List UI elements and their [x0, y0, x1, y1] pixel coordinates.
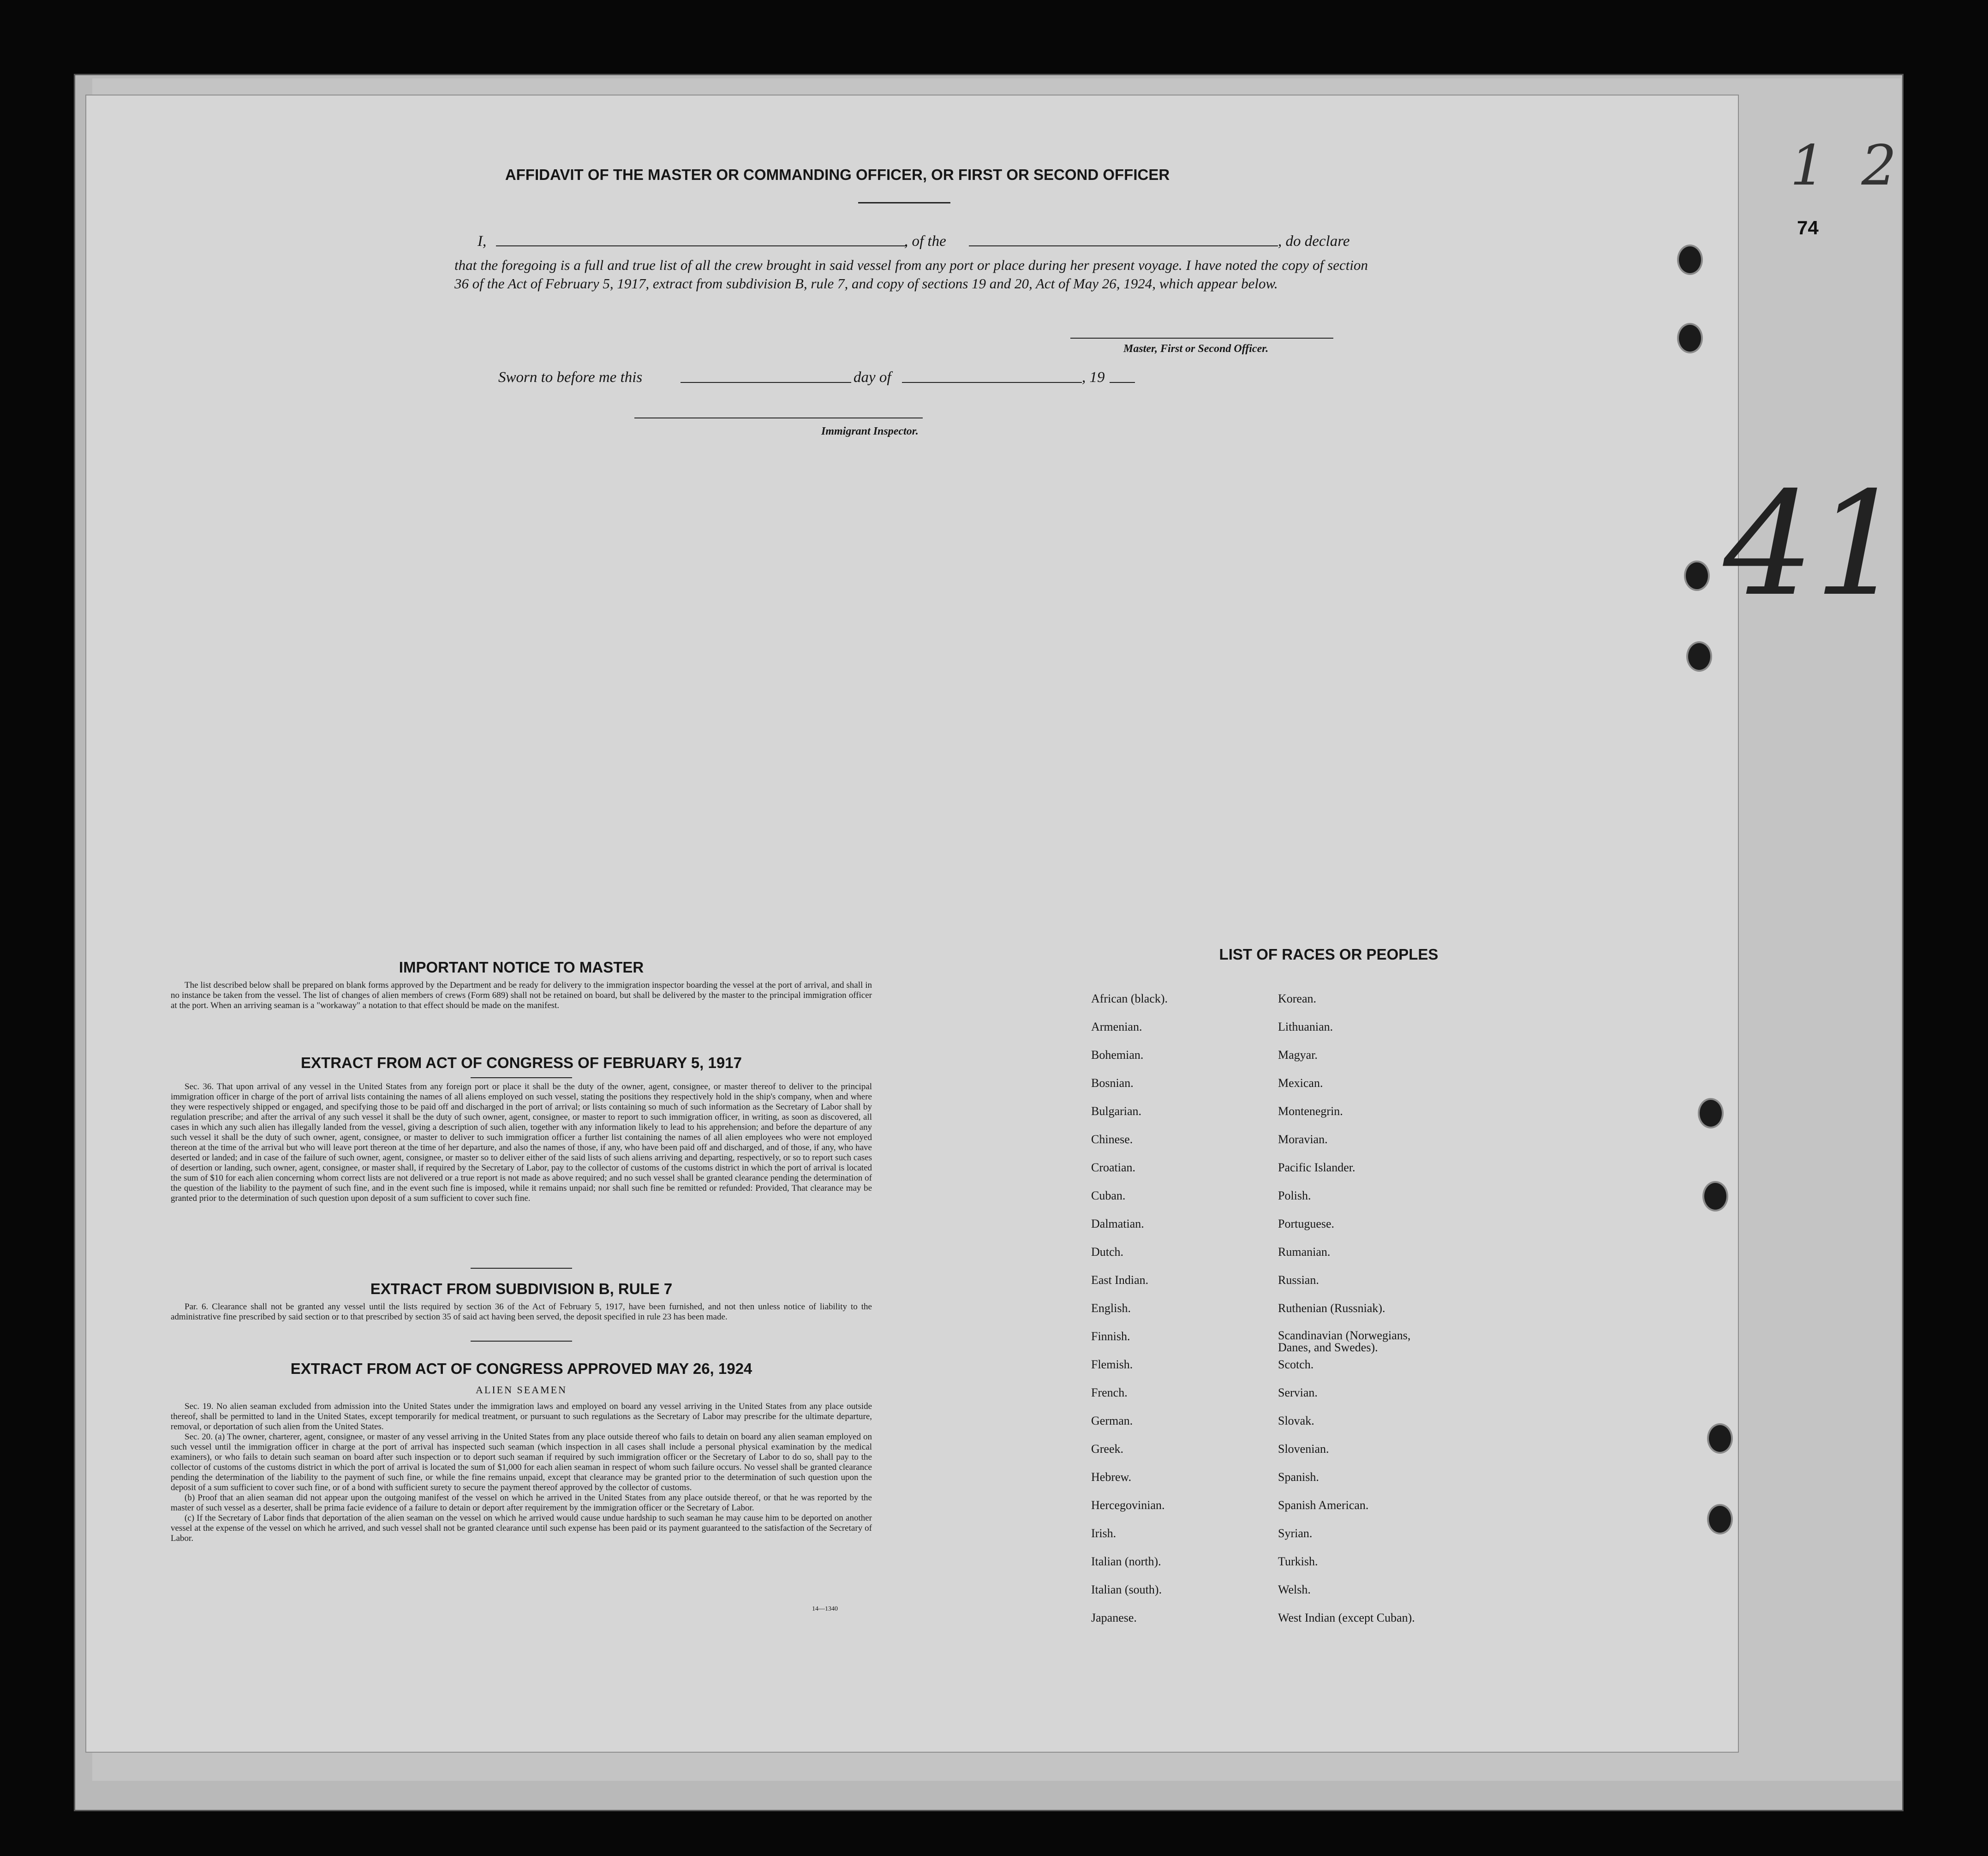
race-item: Turkish. [1278, 1555, 1318, 1568]
race-item: Portuguese. [1278, 1217, 1335, 1230]
punch-hole [1702, 1181, 1728, 1211]
affidavit-of-the: , of the [904, 233, 946, 250]
punch-hole [1677, 245, 1703, 275]
affidavit-i: I, [478, 233, 487, 250]
master-signature-line [1070, 338, 1333, 339]
race-item: Korean. [1278, 992, 1317, 1005]
notice-title: IMPORTANT NOTICE TO MASTER [399, 959, 644, 976]
day-of-text: day of [854, 369, 891, 386]
race-item: German. [1091, 1414, 1133, 1427]
race-item: Croatian. [1091, 1161, 1136, 1174]
punch-hole [1707, 1504, 1733, 1534]
race-item: Bulgarian. [1091, 1104, 1142, 1118]
sec-20b-paragraph: (b) Proof that an alien seaman did not appear upon the outgoing manifest of the vessel on which he arrived in the United States from any place outside thereof, or that he was reported by the master of such vessel as a deserter, shall be prima facie evidence of a failure to detain or deport after requirement by the immigration officer or the Secretary of Labor. [171, 1493, 872, 1513]
race-item: Russian. [1278, 1273, 1319, 1287]
race-item: Spanish. [1278, 1470, 1319, 1484]
race-item: Chinese. [1091, 1133, 1133, 1146]
affidavit-title: AFFIDAVIT OF THE MASTER OR COMMANDING OFFICER, OR FIRST OR SECOND OFFICER [505, 166, 1170, 183]
race-item: Lithuanian. [1278, 1020, 1333, 1033]
title-rule [858, 202, 950, 203]
race-item: Dalmatian. [1091, 1217, 1144, 1230]
race-item: Rumanian. [1278, 1245, 1331, 1259]
year-blank [1110, 382, 1135, 383]
race-item: Dutch. [1091, 1245, 1124, 1259]
inspector-caption: Immigrant Inspector. [821, 425, 919, 437]
act-1924-text [171, 1402, 872, 1544]
races-right-column [1278, 992, 1430, 1639]
punch-hole [1698, 1098, 1724, 1128]
race-item: Montenegrin. [1278, 1104, 1343, 1118]
race-item: English. [1091, 1301, 1131, 1315]
race-item: Greek. [1091, 1442, 1124, 1456]
year-text: , 19 [1082, 369, 1105, 386]
race-item: Italian (south). [1091, 1583, 1162, 1596]
race-item: East Indian. [1091, 1273, 1149, 1287]
race-item: Spanish American. [1278, 1498, 1369, 1512]
act-1917-text [171, 1082, 872, 1204]
vessel-blank [969, 245, 1278, 246]
alien-seamen-subtitle: ALIEN SEAMEN [476, 1384, 567, 1396]
affidavit-body: that the foregoing is a full and true list of all the crew brought in said vessel from any port or place during her present voyage. I have noted the copy of section 36 of the Act of February 5, 1917, extract from subdivision B, rule 7, and copy of sections 19 and 20, Act of May 26, 1924, which appear below. [454, 257, 1368, 292]
race-item: Japanese. [1091, 1611, 1137, 1624]
par-6-paragraph: Par. 6. Clearance shall not be granted any vessel until the lists required by section 36 of the Act of February 5, 1917, have been furnished, and not then unless notice of liability to the administrative fine prescribed by said section or to that prescribed by section 35 of said act having been served, the deposit specified in rule 23 has been made. [171, 1302, 872, 1322]
master-caption: Master, First or Second Officer. [1123, 343, 1269, 355]
race-item: Slovenian. [1278, 1442, 1329, 1456]
race-item: Slovak. [1278, 1414, 1314, 1427]
races-left-column [1091, 992, 1168, 1639]
sec-19-paragraph: Sec. 19. No alien seaman excluded from admission into the United States under the immigration laws and employed on board any vessel arriving in the United States from any place outside thereof, shall be permitted to land in the United States, except temporarily for medical treatment, or pursuant to such regulations as the Secretary of Labor may prescribe for the ultimate departure, removal, or deportation of such alien from the United States. [171, 1402, 872, 1432]
section-rule [471, 1268, 572, 1269]
punch-hole [1684, 561, 1710, 591]
race-item: Syrian. [1278, 1527, 1313, 1540]
page-number: 74 [1797, 217, 1819, 239]
sworn-text: Sworn to before me this [498, 369, 643, 386]
sec-20a-paragraph: Sec. 20. (a) The owner, charterer, agent, consignee, or master of any vessel arriving in the United States from any place outside thereof who fails to detain on board any alien seaman employed on such vessel until the immigration officer in charge at the port of arrival has inspected such seaman (which inspection in all cases shall include a personal physical examination by the medical examiners), or who fails to detain such seaman on board after such inspection or to deport such seaman if required by such immigration officer or the Secretary of Labor to do so, shall pay to the collector of customs of the customs district in which the port of arrival is located the sum of $1,000 for each alien seaman in respect of whom such failure occurs. No vessel shall be granted clearance pending the determination of the liability to the payment of such fine, or while the fine remains unpaid, except that clearance may be granted prior to the determination of such question upon the deposit of a sum sufficient to cover such fine, or of a bond with sufficient surety to secure the payment thereof approved by the collector of customs. [171, 1432, 872, 1492]
race-item: Mexican. [1278, 1076, 1323, 1090]
race-item: Scandinavian (Norwegians, Danes, and Swedes). [1278, 1329, 1411, 1354]
race-item: Finnish. [1091, 1330, 1130, 1343]
month-blank [902, 382, 1082, 383]
race-item: Ruthenian (Russniak). [1278, 1301, 1385, 1315]
punch-hole [1686, 641, 1712, 672]
race-item: Scotch. [1278, 1358, 1314, 1371]
race-item: Magyar. [1278, 1048, 1318, 1062]
form-number: 14—1340 [812, 1605, 838, 1612]
race-item: Irish. [1091, 1527, 1116, 1540]
race-item: Polish. [1278, 1189, 1311, 1202]
notice-text [171, 980, 872, 1011]
race-item: French. [1091, 1386, 1128, 1399]
race-item: Servian. [1278, 1386, 1318, 1399]
race-item: Armenian. [1091, 1020, 1142, 1033]
race-item: Bosnian. [1091, 1076, 1134, 1090]
race-item: Cuban. [1091, 1189, 1126, 1202]
act-1924-title: EXTRACT FROM ACT OF CONGRESS APPROVED MAY 26, 1924 [290, 1360, 752, 1377]
race-item: Italian (north). [1091, 1555, 1161, 1568]
affidavit-declare: , do declare [1278, 233, 1350, 250]
punch-hole [1707, 1423, 1733, 1454]
name-blank [496, 245, 907, 246]
race-item: Pacific Islander. [1278, 1161, 1355, 1174]
subdivision-title: EXTRACT FROM SUBDIVISION B, RULE 7 [370, 1280, 673, 1297]
corner-handwritten-mark: 1 2 [1790, 134, 1906, 198]
handwritten-number: 41 [1723, 461, 1905, 628]
section-rule [471, 1077, 572, 1078]
race-item: Bohemian. [1091, 1048, 1144, 1062]
race-item: Hercegovinian. [1091, 1498, 1165, 1512]
race-item: West Indian (except Cuban). [1278, 1611, 1415, 1624]
act-1917-title: EXTRACT FROM ACT OF CONGRESS OF FEBRUARY 5, 1917 [301, 1054, 742, 1071]
sworn-day-blank [681, 382, 851, 383]
race-item: African (black). [1091, 992, 1168, 1005]
race-item: Flemish. [1091, 1358, 1133, 1371]
race-item: Welsh. [1278, 1583, 1311, 1596]
race-item: Hebrew. [1091, 1470, 1132, 1484]
sec-36-paragraph: Sec. 36. That upon arrival of any vessel in the United States from any foreign port or place it shall be the duty of the owner, agent, consignee, or master thereof to deliver to the principal immigration officer in charge of the port of arrival lists containing the names of all aliens employed on such vessel, stating the positions they respectively hold in the ship's company, when and where they were respectively shipped or engaged, and specifying those to be paid off and discharged in the port of arrival; or lists containing so much of such information as the Secretary of Labor shall by regulation prescribe; and after the arrival of any such vessel it shall be the duty of such owner, agent, consignee, or master to report to such immigration officer, in writing, as soon as discovered, all cases in which any such alien has illegally landed from the vessel, giving a description of such alien, together with any information likely to lead to his apprehension; and before the departure of any such vessel it shall be the duty of such owner, agent, consignee, or master to deliver to such immigration officer a further list containing the names of all alien employees who were not employed thereon at the time of the arrival but who will leave port thereon at the time of her departure, and also the names of those, if any, who have been paid off and discharged, and of those, if any, who have deserted or landed; and in case of the failure of such owner, agent, consignee, or master so to deliver either of the said lists of such aliens arriving and departing, respectively, or so to report such cases of desertion or landing, such owner, agent, consignee, or master shall, if required by the Secretary of Labor, pay to the collector of customs of the customs district in which the port of arrival is located the sum of $10 for each alien concerning whom correct lists are not delivered or a true report is not made as above required; and no such vessel shall be granted clearance pending the determination of the question of the liability to the payment of such fine, and in the event such fine is imposed, while it remains unpaid; nor shall such fine be remitted or refunded: Provided, That clearance may be granted prior to the determination of such question upon deposit of a sum sufficient to cover such fine. [171, 1082, 872, 1203]
race-item: Moravian. [1278, 1133, 1328, 1146]
notice-paragraph: The list described below shall be prepared on blank forms approved by the Department and be ready for delivery to the immigration inspector boarding the vessel at the port of arrival, and shall in no instance be taken from the vessel. The list of changes of alien members of crews (Form 689) shall not be retained on board, but shall be delivered by the master to the principal immigration officer at the port. When an arriving seaman is a "workaway" a notation to that effect should be made on the manifest. [171, 980, 872, 1010]
section-rule [471, 1341, 572, 1342]
punch-hole [1677, 323, 1703, 353]
sec-20c-paragraph: (c) If the Secretary of Labor finds that deportation of the alien seaman on the vessel on which he arrived would cause undue hardship to such seaman he may cause him to be deported on another vessel at the expense of the vessel on which he arrived, and such vessel shall not be granted clearance until such expense has been paid or its payment guaranteed to the satisfaction of the Secretary of Labor. [171, 1513, 872, 1543]
subdivision-text [171, 1302, 872, 1322]
races-title: LIST OF RACES OR PEOPLES [1219, 946, 1439, 963]
